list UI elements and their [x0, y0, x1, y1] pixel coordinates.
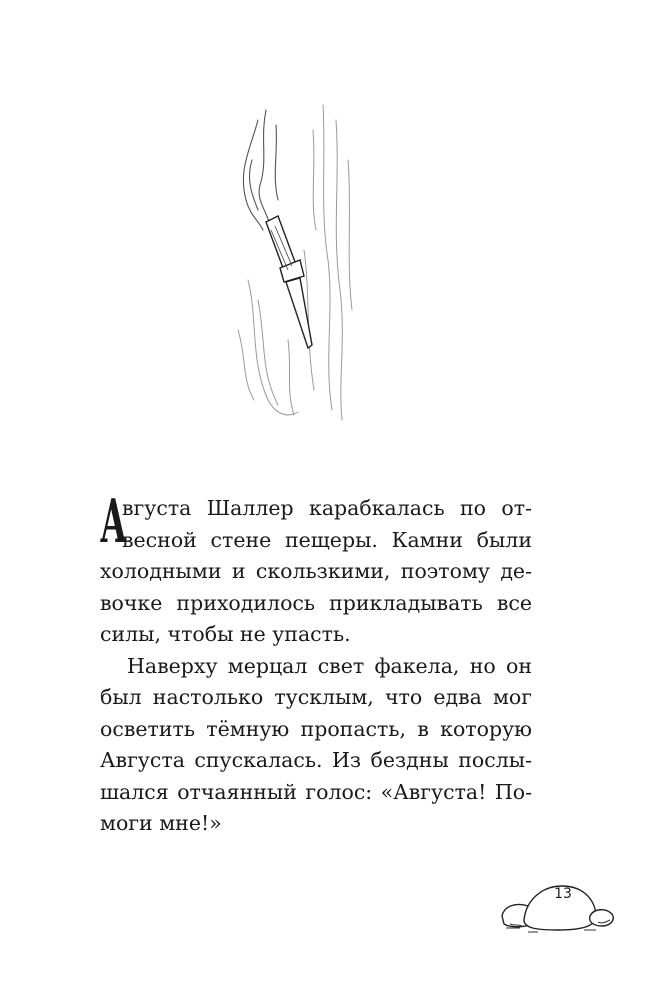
text-line: моги мне!» [100, 811, 222, 835]
text-line: холодными и скользкими, поэтому де- [100, 559, 532, 583]
paragraph-2 [100, 651, 532, 840]
text-line: шался отчаянный голос: «Августа! По- [100, 779, 532, 804]
text-line: был настолько тусклым, что едва мог [100, 685, 532, 709]
text-line: весной стене пещеры. Камни были [122, 527, 532, 552]
text-line: вочке приходилось прикладывать все [100, 590, 532, 615]
text-line: Наверху мерцал свет факела, но он [127, 653, 532, 678]
text-line: вгуста Шаллер карабкалась по от- [122, 496, 532, 520]
text-line: силы, чтобы не упасть. [100, 622, 351, 646]
page-number: 13 [554, 886, 572, 902]
paragraph-1 [100, 487, 532, 651]
text-line: осветить тёмную пропасть, в которую [100, 716, 532, 741]
drop-cap: А [100, 487, 126, 557]
torch-illustration [228, 100, 368, 430]
body-text [100, 487, 532, 840]
text-line: Августа спускалась. Из бездны послы- [100, 748, 532, 772]
